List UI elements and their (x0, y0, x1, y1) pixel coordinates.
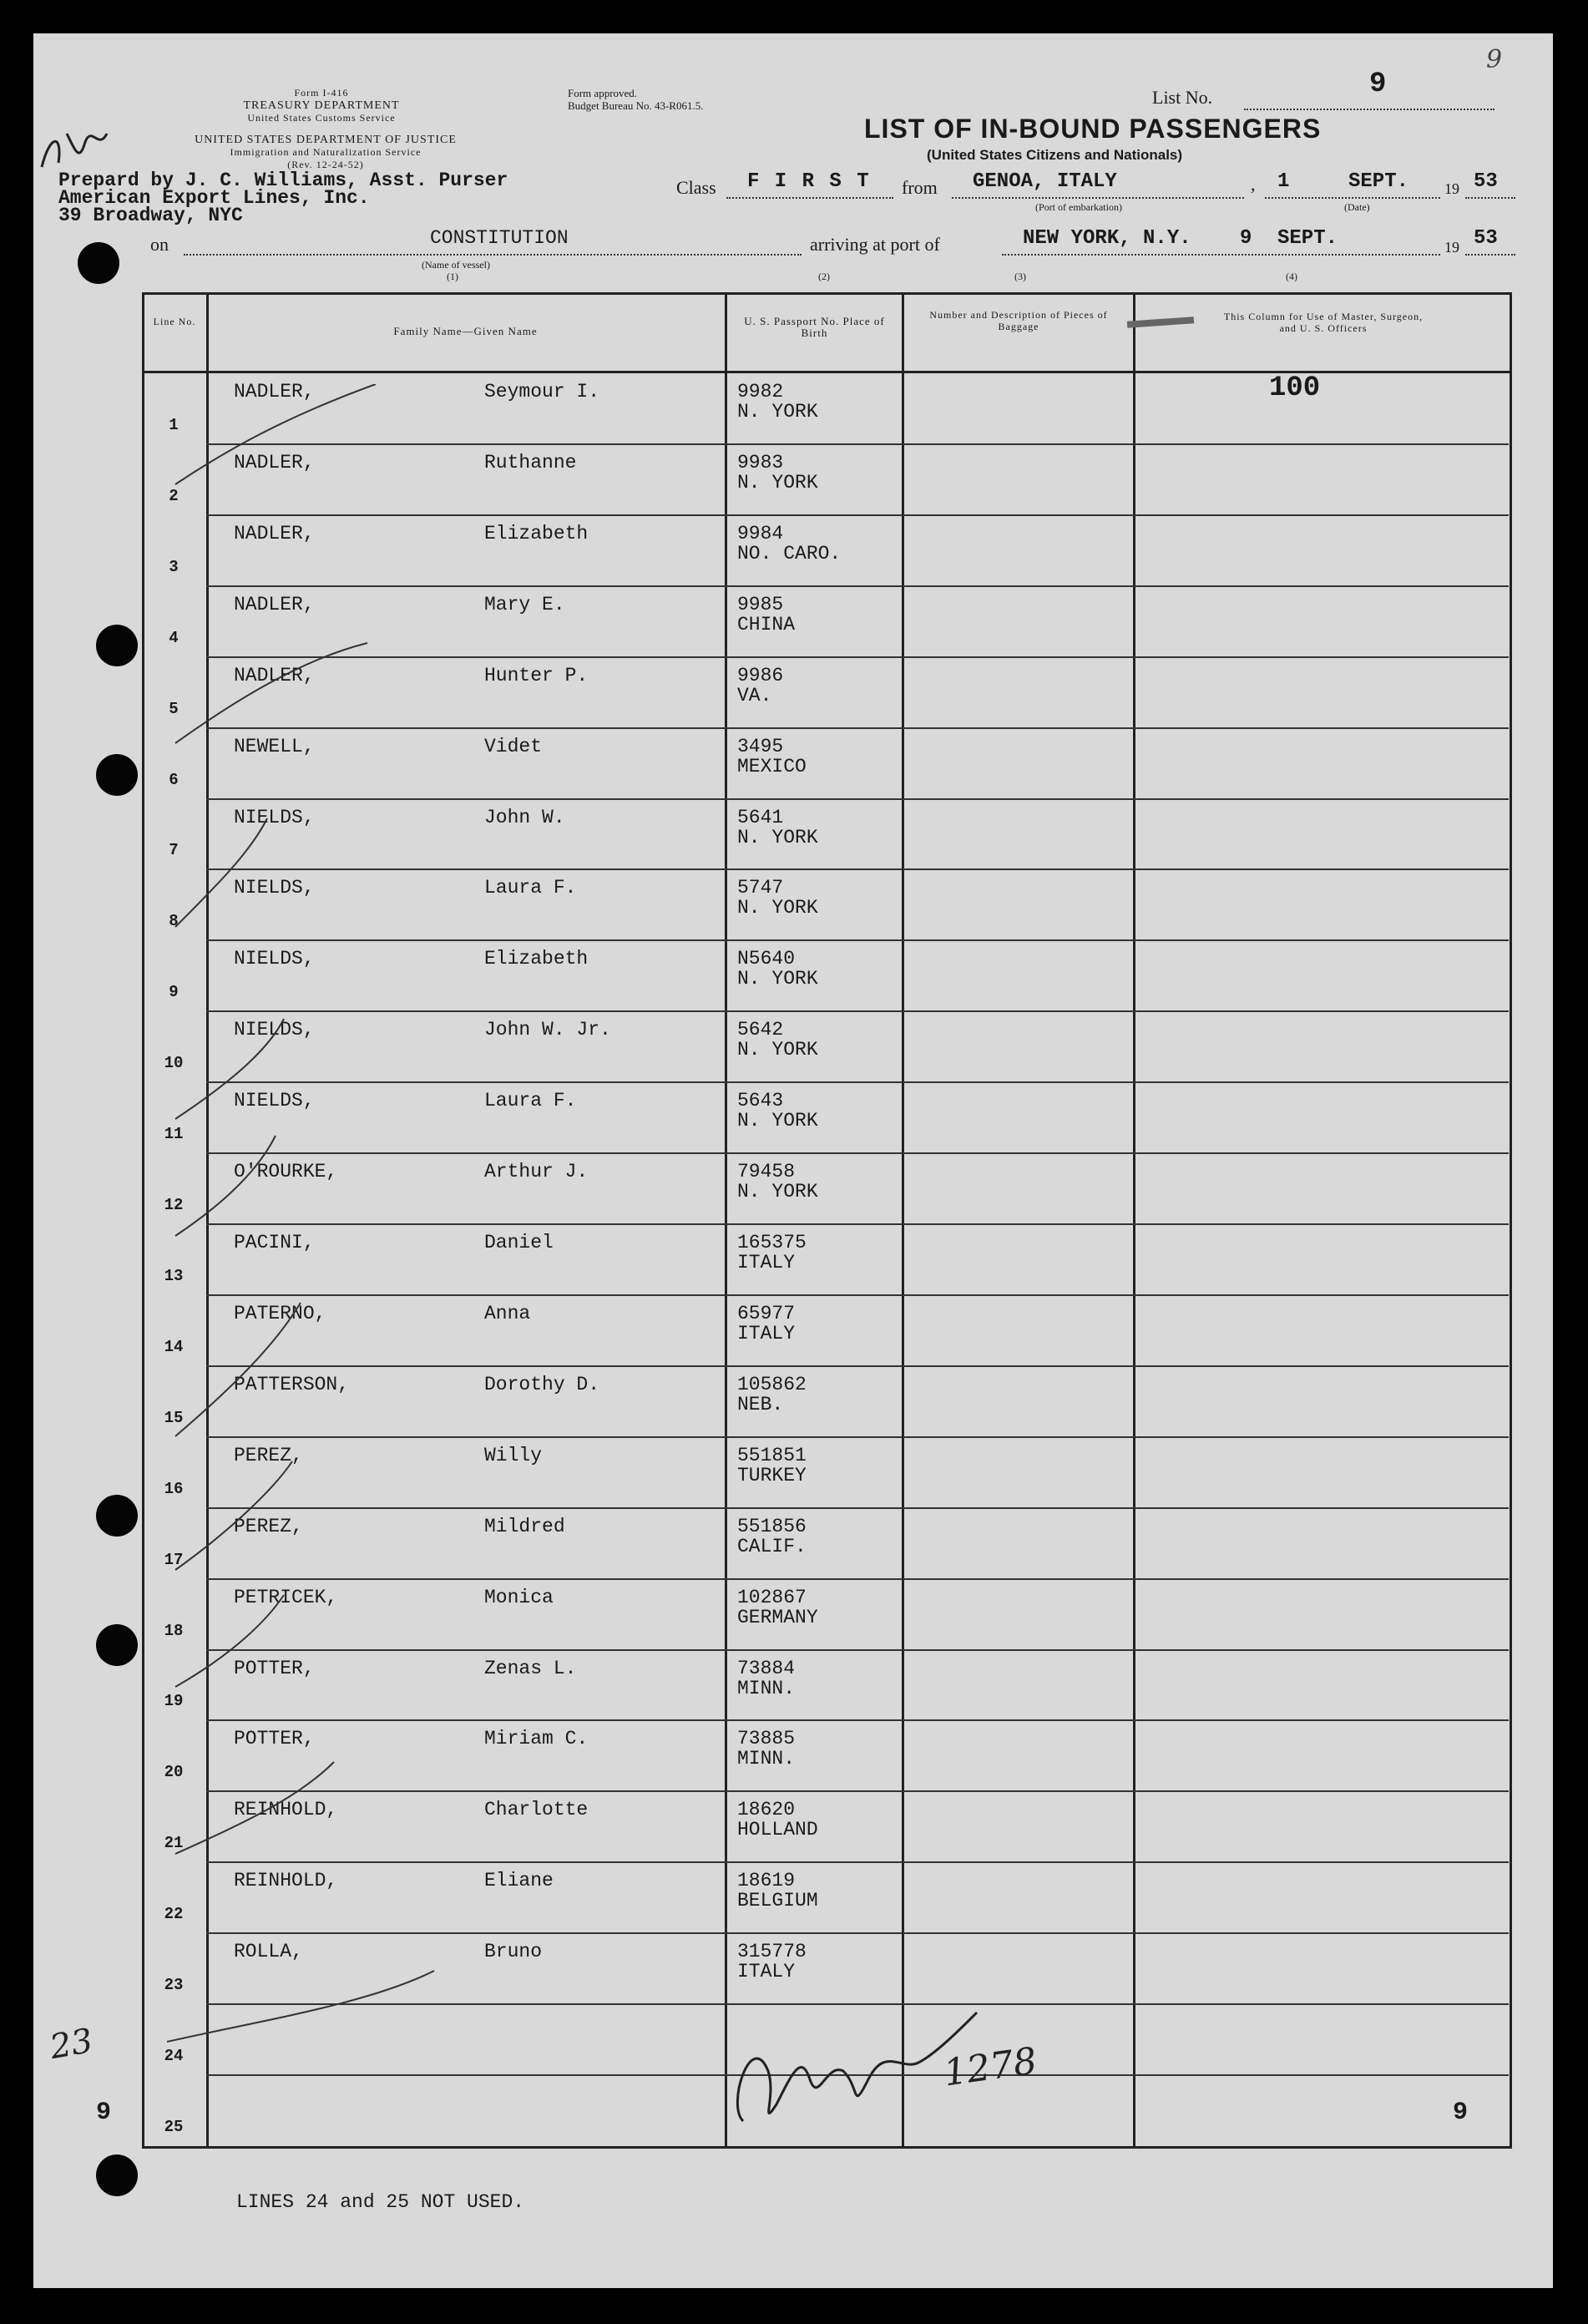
passport-number: 18619 (737, 1870, 796, 1891)
passport-number: 73885 (737, 1728, 796, 1749)
family-name: ROLLA, (234, 1941, 303, 1962)
unused-lines-note: LINES 24 and 25 NOT USED. (236, 2191, 525, 2213)
passport-number: 165375 (737, 1232, 807, 1253)
on-label: on (150, 234, 169, 255)
line-number: 25 (164, 2118, 184, 2136)
passport-number: 9982 (737, 381, 784, 403)
arrival-day: 9 (1240, 227, 1252, 250)
line-number: 15 (164, 1409, 184, 1427)
given-name: Videt (484, 736, 543, 757)
passport-number: 105862 (737, 1374, 807, 1395)
place-of-birth: CHINA (737, 614, 796, 635)
place-of-birth: N. YORK (737, 1039, 818, 1061)
prepared-address: 39 Broadway, NYC (58, 205, 243, 226)
family-name: PEREZ, (234, 1516, 303, 1537)
prepared-by: Prepard by J. C. Williams, Asst. Purser (58, 170, 508, 191)
place-of-birth: TURKEY (737, 1465, 807, 1486)
place-of-birth: ITALY (737, 1323, 796, 1344)
departure-day: 1 (1277, 170, 1290, 193)
officer-count-mark: 100 (1269, 372, 1321, 404)
arriving-label: arriving at port of (810, 234, 940, 255)
place-of-birth: N. YORK (737, 827, 818, 848)
given-name: Elizabeth (484, 948, 589, 970)
column-header-name: Family Name—Given Name (393, 325, 538, 337)
embarkation-caption: (Port of embarkation) (1035, 201, 1122, 213)
punch-hole (96, 1624, 138, 1666)
budget-bureau-no: Budget Bureau No. 43-R061.5. (568, 99, 704, 112)
given-name: Bruno (484, 1941, 543, 1962)
line-number: 1 (169, 416, 179, 434)
place-of-birth: MINN. (737, 1678, 796, 1699)
family-name: NIELDS, (234, 1019, 315, 1040)
given-name: Laura F. (484, 877, 577, 899)
customs-service: United States Customs Service (247, 112, 396, 124)
line-number: 9 (169, 983, 179, 1001)
passport-number: 79458 (737, 1161, 796, 1182)
arrival-port: NEW YORK, N.Y. (1023, 227, 1191, 250)
family-name: NADLER, (234, 452, 315, 473)
form-approved: Form approved. (568, 87, 638, 99)
given-name: Arthur J. (484, 1161, 589, 1182)
family-name: PEREZ, (234, 1445, 303, 1466)
place-of-birth: GERMANY (737, 1607, 818, 1628)
line-number: 10 (164, 1054, 184, 1072)
class-value: F I R S T (747, 170, 871, 193)
family-name: NADLER, (234, 665, 315, 686)
passport-number: 5642 (737, 1019, 784, 1040)
line-number: 4 (169, 629, 179, 647)
given-name: Hunter P. (484, 665, 589, 686)
line-number: 2 (169, 487, 179, 505)
footer-right-list-mark: 9 (1453, 2099, 1469, 2127)
place-of-birth: ITALY (737, 1252, 796, 1273)
family-name: REINHOLD, (234, 1870, 338, 1891)
handwritten-number: 1278 (940, 2039, 1039, 2095)
given-name: Dorothy D. (484, 1374, 600, 1395)
place-of-birth: BELGIUM (737, 1890, 818, 1911)
class-label: Class (676, 177, 716, 198)
family-name: NADLER, (234, 381, 315, 403)
margin-handwritten-number: 23 (47, 2021, 96, 2068)
family-name: NIELDS, (234, 1090, 315, 1111)
place-of-birth: VA. (737, 685, 772, 706)
place-of-birth: ITALY (737, 1961, 796, 1982)
place-of-birth: N. YORK (737, 472, 818, 494)
footer-left-list-mark: 9 (96, 2099, 112, 2127)
line-number: 18 (164, 1622, 184, 1640)
arrival-month: SEPT. (1277, 227, 1338, 250)
place-of-birth: NEB. (737, 1394, 784, 1415)
passport-number: 9983 (737, 452, 784, 473)
list-no-label: List No. (1152, 87, 1213, 108)
line-number: 6 (169, 771, 179, 789)
passport-number: 5643 (737, 1090, 784, 1111)
column-3-number: (3) (1014, 271, 1026, 282)
passport-number: 73884 (737, 1658, 796, 1679)
column-header-passport: U. S. Passport No. Place of Birth (744, 315, 885, 339)
passport-number: 5747 (737, 877, 784, 899)
column-4-number: (4) (1286, 271, 1297, 282)
line-number: 24 (164, 2047, 184, 2065)
ins-service: Immigration and Naturalization Service (230, 146, 422, 158)
passport-number: 315778 (737, 1941, 807, 1962)
place-of-birth: N. YORK (737, 1110, 818, 1132)
family-name: POTTER, (234, 1658, 315, 1679)
given-name: Willy (484, 1445, 543, 1466)
family-name: PACINI, (234, 1232, 315, 1253)
place-of-birth: CALIF. (737, 1536, 807, 1557)
place-of-birth: NO. CARO. (737, 543, 842, 565)
passport-number: 5641 (737, 807, 784, 828)
manifest-page: Form I-416 TREASURY DEPARTMENT United States Customs Service UNITED STATES DEPARTMENT OF JUSTICE Immigration and Naturalization Service (Rev. 12-24-52) Form approved. Budget Bureau No. 43-R061.5. List No. 9 9 LIST OF IN-BOUND PASSENGERS (United States Citizens and Nationals) Prepard by J. C. Williams, Asst. Purser American Export Lines, Inc. 39 Broadway, NYC Class F I R S T from GENOA, ITALY (Port of embarkation) , 1 SEPT. (Date) 19 53 on CONSTITUTION (Name of vessel) (1) arriving at port of NEW YORK, N.Y. 9 SEPT. 19 53 (2) (3) (4) Line No. Family Name—Given Name U. S. Passport No. Place of Birth Number and Description of Pieces of Baggage This Column for Use of Master, Surgeon, and U. S. Officers 100 1 NADLER, Seymour I. 9982 N. YORK 2 NADLER, Ruthanne 9983 N. YORK 3 NADLER, Elizabeth 9984 NO. CARO. 4 NADLER, Mary E. 9985 CHINA 5 NADLER, Hunter P. 9986 VA. 6 NEWELL, Videt 3495 MEXICO 7 NIELDS, John W. 5641 N. YORK 8 NIELDS, Laura F. 5747 N. YORK 9 NIELDS, Elizabeth N5640 N. YORK 10 NIELDS, John W. Jr. 5642 N. YORK 11 NIELDS, Laura F. 5643 N. YORK 12 O'ROURKE, Arthur J. 79458 N. YORK 13 PACINI, Daniel 165375 ITALY 14 PATERNO, Anna 65977 ITALY 15 PATTERSON, Dorothy D. 105862 NEB. 16 PEREZ, Willy 551851 TURKEY 17 PEREZ, Mildred 551856 CALIF. 18 PETRICEK, Monica 102867 GERMANY 19 POTTER, Zenas L. 73884 MINN. 20 POTTER, Miriam C. 73885 MINN. 21 REINHOLD, Charlotte 18620 HOLLAND 22 REINHOLD, Eliane 18619 BELGIUM 23 ROLLA, Bruno 315778 ITALY 24 25 9 9 LINES 24 and 25 NOT USED. 1278 23 (33, 33, 1553, 2288)
family-name: NADLER, (234, 594, 315, 615)
passport-number: 9986 (737, 665, 784, 686)
passport-number: 551851 (737, 1445, 807, 1466)
given-name: Zenas L. (484, 1658, 577, 1679)
family-name: NADLER, (234, 523, 315, 544)
line-number: 20 (164, 1763, 184, 1781)
arrival-year-prefix: 19 (1444, 239, 1459, 256)
place-of-birth: N. YORK (737, 897, 818, 919)
family-name: NIELDS, (234, 877, 315, 899)
given-name: Miriam C. (484, 1728, 589, 1749)
given-name: Anna (484, 1303, 531, 1324)
line-number: 16 (164, 1480, 184, 1498)
line-number: 19 (164, 1692, 184, 1710)
prepared-company: American Export Lines, Inc. (58, 187, 370, 209)
margin-handwriting (33, 100, 142, 192)
family-name: NEWELL, (234, 736, 315, 757)
punch-hole (96, 1495, 138, 1537)
family-name: NIELDS, (234, 948, 315, 970)
line-number: 13 (164, 1267, 184, 1285)
given-name: Seymour I. (484, 381, 600, 403)
family-name: PATTERSON, (234, 1374, 350, 1395)
column-2-number: (2) (818, 271, 830, 282)
line-number: 3 (169, 558, 179, 576)
family-name: PETRICEK, (234, 1587, 338, 1608)
given-name: Daniel (484, 1232, 554, 1253)
check-marks (159, 381, 626, 2054)
given-name: Monica (484, 1587, 554, 1608)
place-of-birth: N. YORK (737, 401, 818, 423)
line-number: 12 (164, 1196, 184, 1214)
given-name: John W. Jr. (484, 1019, 611, 1040)
embarkation-port: GENOA, ITALY (973, 170, 1117, 193)
passport-number: 102867 (737, 1587, 807, 1608)
line-number: 21 (164, 1834, 184, 1852)
family-name: NIELDS, (234, 807, 315, 828)
punch-hole (96, 754, 138, 796)
family-name: REINHOLD, (234, 1799, 338, 1820)
vessel-caption: (Name of vessel) (422, 259, 490, 271)
family-name: O'ROURKE, (234, 1161, 338, 1182)
given-name: Mildred (484, 1516, 565, 1537)
list-number: 9 (1369, 68, 1387, 100)
departure-year: 53 (1474, 170, 1498, 193)
given-name: Mary E. (484, 594, 565, 615)
line-number: 23 (164, 1976, 184, 1994)
place-of-birth: N. YORK (737, 968, 818, 990)
given-name: Eliane (484, 1870, 554, 1891)
arrival-year: 53 (1474, 227, 1498, 250)
place-of-birth: HOLLAND (737, 1819, 818, 1840)
treasury-dept: TREASURY DEPARTMENT (243, 99, 400, 112)
column-header-line-no: Line No. (153, 316, 196, 327)
given-name: Charlotte (484, 1799, 589, 1820)
column-header-officers: This Column for Use of Master, Surgeon, and U. S. Officers (1223, 311, 1424, 334)
place-of-birth: N. YORK (737, 1181, 818, 1203)
justice-dept: UNITED STATES DEPARTMENT OF JUSTICE (195, 134, 457, 146)
page-subtitle: (United States Citizens and Nationals) (927, 147, 1183, 163)
passport-number: 65977 (737, 1303, 796, 1324)
passport-number: 3495 (737, 736, 784, 757)
column-header-baggage: Number and Description of Pieces of Baggage (929, 309, 1108, 332)
line-number: 5 (169, 700, 179, 718)
place-of-birth: MINN. (737, 1748, 796, 1770)
punch-hole (96, 625, 138, 666)
line-number: 7 (169, 841, 179, 859)
place-of-birth: MEXICO (737, 756, 807, 777)
family-name: PATERNO, (234, 1303, 326, 1324)
given-name: Elizabeth (484, 523, 589, 544)
passport-number: 9984 (737, 523, 784, 544)
column-1-number: (1) (447, 271, 458, 282)
passport-number: 9985 (737, 594, 784, 615)
punch-hole (96, 2154, 138, 2196)
given-name: Ruthanne (484, 452, 577, 473)
line-number: 14 (164, 1338, 184, 1356)
passport-number: 18620 (737, 1799, 796, 1820)
line-number: 11 (164, 1125, 184, 1143)
given-name: John W. (484, 807, 565, 828)
family-name: POTTER, (234, 1728, 315, 1749)
given-name: Laura F. (484, 1090, 577, 1111)
passport-number: N5640 (737, 948, 796, 970)
form-number: Form I-416 (294, 87, 349, 99)
departure-month: SEPT. (1348, 170, 1409, 193)
line-number: 8 (169, 912, 179, 930)
line-number: 22 (164, 1905, 184, 1923)
date-caption: (Date) (1344, 201, 1370, 213)
passport-number: 551856 (737, 1516, 807, 1537)
revision-date: (Rev. 12-24-52) (287, 159, 364, 170)
punch-hole (78, 242, 119, 284)
corner-handwritten-mark: 9 (1486, 45, 1503, 74)
line-number: 17 (164, 1551, 184, 1569)
vessel-name: CONSTITUTION (430, 227, 569, 249)
from-label: from (902, 177, 938, 198)
page-title: LIST OF IN-BOUND PASSENGERS (864, 114, 1322, 144)
departure-year-prefix: 19 (1444, 180, 1459, 197)
